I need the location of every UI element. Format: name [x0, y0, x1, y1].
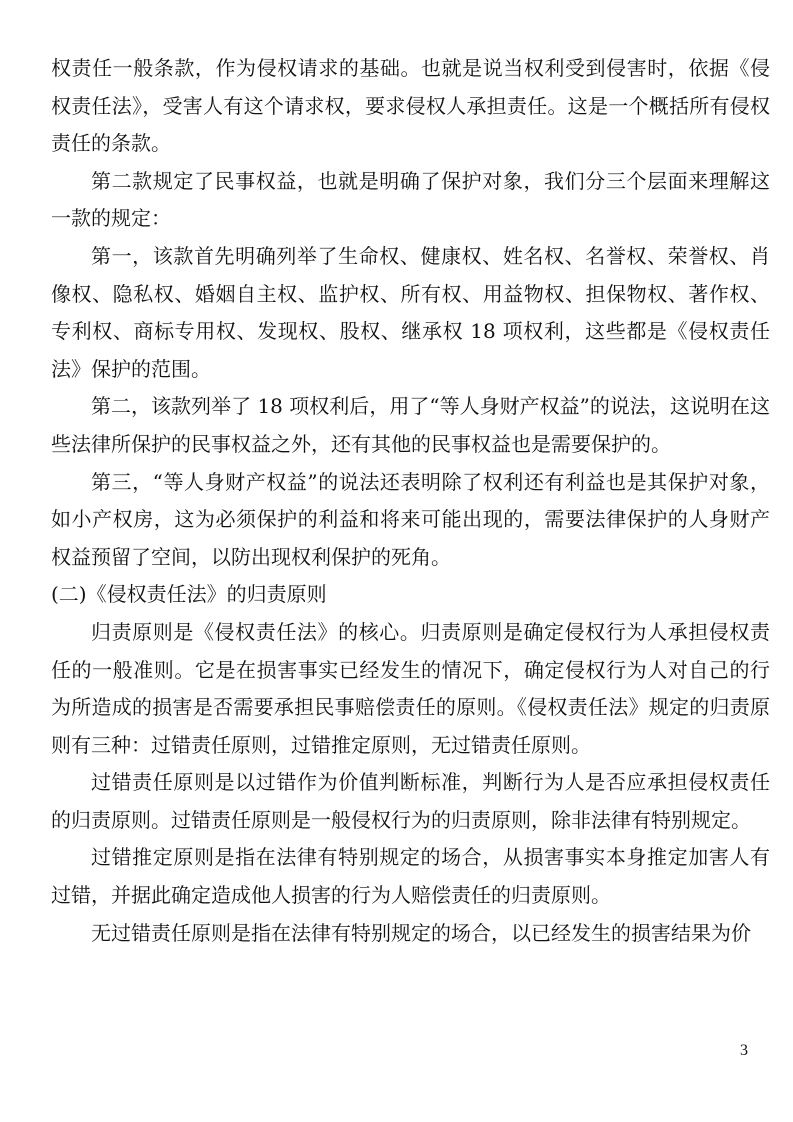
page-number: 3 — [740, 1042, 748, 1059]
section-heading: (二)《侵权责任法》的归责原则 — [51, 582, 327, 607]
paragraph-3: 第一，该款首先明确列举了生命权、健康权、姓名权、名誉权、荣誉权、肖像权、隐私权、婚姻自主权、监护权、所有权、用益物权、担保物权、著作权、专利权、商标专用权、发现权、股权、继承权 18 项权利，这些都是《侵权责任法》保护的范围。 — [51, 243, 770, 381]
paragraph-6: 归责原则是《侵权责任法》的核心。归责原则是确定侵权行为人承担侵权责任的一般准则。它是在损害事实已经发生的情况下，确定侵权行为人对自己的行为所造成的损害是否需要承担民事赔偿责任的原则。《侵权责任法》规定的归责原则有三种：过错责任原则，过错推定原则，无过错责任原则。 — [51, 619, 770, 757]
paragraph-8: 过错推定原则是指在法律有特别规定的场合，从损害事实本身推定加害人有过错，并据此确定造成他人损害的行为人赔偿责任的归责原则。 — [51, 845, 770, 908]
paragraph-2: 第二款规定了民事权益，也就是明确了保护对象，我们分三个层面来理解这一款的规定： — [51, 168, 770, 231]
paragraph-7: 过错责任原则是以过错作为价值判断标准，判断行为人是否应承担侵权责任的归责原则。过错责任原则是一般侵权行为的归责原则，除非法律有特别规定。 — [51, 770, 770, 832]
document-body — [51, 50, 770, 952]
paragraph-4: 第二，该款列举了 18 项权利后，用了“等人身财产权益”的说法，这说明在这些法律所保护的民事权益之外，还有其他的民事权益也是需要保护的。 — [51, 394, 770, 456]
paragraph-5: 第三，“等人身财产权益”的说法还表明除了权利还有利益也是其保护对象，如小产权房，这为必须保护的利益和将来可能出现的，需要法律保护的人身财产权益预留了空间，以防出现权利保护的死角。 — [51, 469, 770, 569]
paragraph-9: 无过错责任原则是指在法律有特别规定的场合，以已经发生的损害结果为价 — [91, 920, 751, 945]
paragraph-1: 权责任一般条款，作为侵权请求的基础。也就是说当权利受到侵害时，依据《侵权责任法》，受害人有这个请求权，要求侵权人承担责任。这是一个概括所有侵权责任的条款。 — [51, 56, 770, 156]
